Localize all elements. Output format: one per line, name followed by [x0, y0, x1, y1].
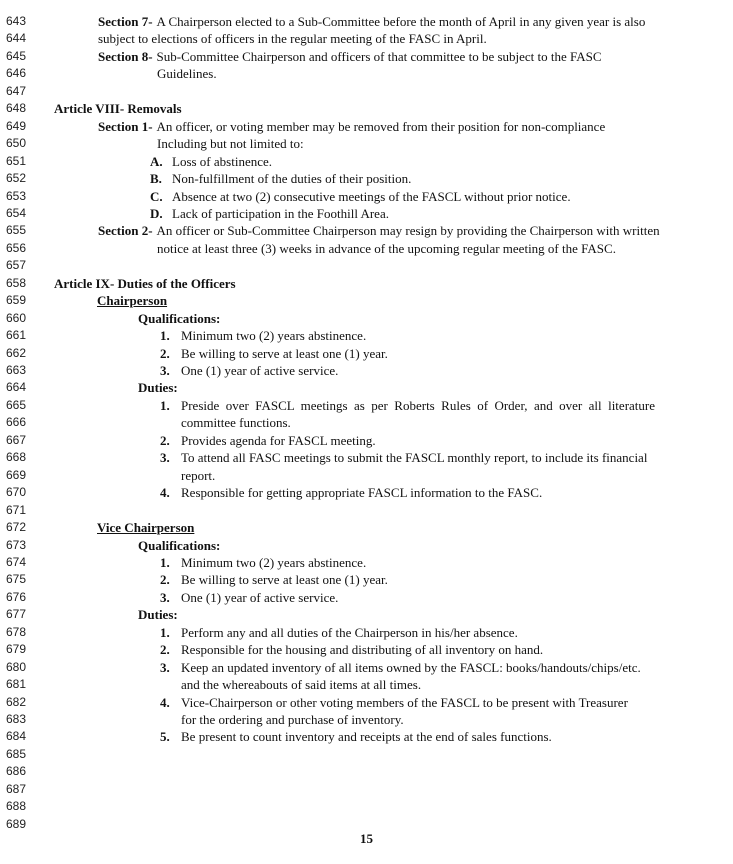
subheading: Qualifications: — [138, 537, 221, 553]
line-number: 658 — [6, 275, 27, 290]
list-item-text: Responsible for getting appropriate FASCL information to the FASC. — [181, 485, 543, 501]
line-number: 677 — [6, 607, 27, 622]
line-number: 664 — [6, 380, 27, 395]
line-number: 666 — [6, 415, 27, 430]
list-item-text: To attend all FASC meetings to submit the FASCL monthly report, to include its financial — [181, 450, 648, 466]
line-number: 660 — [6, 310, 27, 325]
line-number: 649 — [6, 118, 27, 133]
line-number: 652 — [6, 171, 27, 186]
section-label: Section 1- — [98, 118, 153, 134]
line-number: 670 — [6, 485, 27, 500]
list-item-text: Provides agenda for FASCL meeting. — [181, 432, 376, 448]
list-item-text: Preside over FASCL meetings as per Roberts Rules of Order, and over all literature — [181, 397, 655, 413]
line-text: A Chairperson elected to a Sub-Committee before the month of April in any given year is also — [156, 14, 646, 29]
line-number: 687 — [6, 781, 27, 796]
list-marker: 3. — [160, 589, 170, 605]
line-number: 656 — [6, 240, 27, 255]
list-item-text: Vice-Chairperson or other voting members of the FASCL to be present with Treasurer — [181, 694, 628, 710]
list-item-text: Absence at two (2) consecutive meetings of the FASCL without prior notice. — [172, 188, 571, 204]
officer-heading: Vice Chairperson — [97, 520, 195, 536]
list-marker: 3. — [160, 659, 170, 675]
line-number: 654 — [6, 205, 27, 220]
line-number: 676 — [6, 589, 27, 604]
list-item-text: Perform any and all duties of the Chairperson in his/her absence. — [181, 624, 518, 640]
subheading: Duties: — [138, 380, 178, 396]
list-marker: 1. — [160, 624, 170, 640]
line-number: 648 — [6, 101, 27, 116]
line-number: 684 — [6, 729, 27, 744]
list-marker: 2. — [160, 432, 170, 448]
list-marker: 1. — [160, 328, 170, 344]
line-number: 672 — [6, 520, 27, 535]
line-number: 661 — [6, 328, 27, 343]
line-number: 679 — [6, 642, 27, 657]
line-number: 644 — [6, 31, 27, 46]
line-number: 683 — [6, 712, 27, 726]
line-number: 673 — [6, 537, 27, 552]
line-number: 688 — [6, 799, 27, 814]
article-heading: Article IX- Duties of the Officers — [54, 275, 236, 291]
line-text: Sub-Committee Chairperson and officers of that committee to be subject to the FASC — [156, 48, 602, 64]
line-number: 653 — [6, 188, 27, 203]
line-number: 682 — [6, 694, 27, 709]
list-item-text: Lack of participation in the Foothill Area. — [172, 205, 389, 221]
line-text: subject to elections of officers in the regular meeting of the FASC in April. — [98, 31, 487, 47]
line-number: 651 — [6, 153, 27, 168]
line-number: 646 — [6, 66, 27, 81]
subheading: Duties: — [138, 607, 178, 623]
list-item-text: Responsible for the housing and distributing of all inventory on hand. — [181, 642, 544, 658]
page-number: 15 — [360, 831, 373, 846]
list-marker: C. — [150, 188, 163, 204]
list-marker: 1. — [160, 397, 170, 413]
line-number: 680 — [6, 659, 27, 674]
line-number: 667 — [6, 432, 27, 447]
line-text: Guidelines. — [157, 66, 217, 82]
line-text: notice at least three (3) weeks in advance of the upcoming regular meeting of the FASC. — [157, 240, 616, 256]
line-number: 657 — [6, 258, 27, 273]
line-number: 669 — [6, 467, 27, 482]
list-marker: 2. — [160, 345, 170, 361]
list-marker: 5. — [160, 729, 170, 745]
list-marker: 2. — [160, 642, 170, 658]
line-number: 665 — [6, 397, 27, 412]
line-number: 668 — [6, 450, 27, 465]
list-marker: 3. — [160, 450, 170, 466]
list-marker: 4. — [160, 694, 170, 710]
list-item-text: Minimum two (2) years abstinence. — [181, 328, 367, 344]
list-item-text: Be willing to serve at least one (1) year. — [181, 572, 388, 588]
line-number: 686 — [6, 764, 27, 779]
list-item-text: One (1) year of active service. — [181, 363, 339, 378]
line-number: 647 — [6, 83, 27, 98]
line-text: report. — [181, 467, 216, 483]
line-number: 681 — [6, 677, 27, 692]
section-label: Section 2- — [98, 223, 153, 239]
list-item-text: One (1) year of active service. — [181, 589, 339, 605]
list-marker: D. — [150, 205, 163, 221]
line-number: 675 — [6, 572, 27, 587]
line-number: 662 — [6, 345, 27, 360]
list-marker: 3. — [160, 363, 170, 378]
officer-heading: Chairperson — [97, 293, 168, 309]
line-number: 645 — [6, 48, 27, 63]
line-number: 674 — [6, 554, 27, 569]
line-number: 659 — [6, 293, 27, 308]
list-marker: 2. — [160, 572, 170, 588]
line-number: 671 — [6, 502, 27, 517]
line-number: 650 — [6, 136, 27, 151]
line-text: for the ordering and purchase of inventory. — [181, 712, 404, 727]
line-number: 663 — [6, 363, 27, 377]
line-text: Including but not limited to: — [157, 136, 304, 152]
line-number: 685 — [6, 746, 27, 761]
list-item-text: Keep an updated inventory of all items owned by the FASCL: books/handouts/chips/etc. — [181, 659, 641, 675]
line-number: 643 — [6, 14, 27, 28]
section-label: Section 7- — [98, 14, 153, 29]
line-text: and the whereabouts of said items at all times. — [181, 677, 422, 693]
line-text: committee functions. — [181, 415, 291, 431]
list-item-text: Minimum two (2) years abstinence. — [181, 554, 367, 570]
list-item-text: Non-fulfillment of the duties of their position. — [172, 171, 412, 187]
line-text: An officer, or voting member may be removed from their position for non-compliance — [156, 118, 606, 134]
list-marker: 1. — [160, 554, 170, 570]
section-label: Section 8- — [98, 48, 153, 64]
article-heading: Article VIII- Removals — [54, 101, 182, 117]
line-number: 678 — [6, 624, 27, 639]
list-marker: B. — [150, 171, 162, 187]
line-number: 655 — [6, 223, 27, 238]
subheading: Qualifications: — [138, 310, 221, 326]
line-number: 689 — [6, 816, 27, 831]
list-marker: A. — [150, 153, 163, 169]
list-item-text: Be present to count inventory and receipts at the end of sales functions. — [181, 729, 552, 745]
list-marker: 4. — [160, 485, 170, 501]
list-item-text: Be willing to serve at least one (1) year. — [181, 345, 388, 361]
line-text: An officer or Sub-Committee Chairperson may resign by providing the Chairperson with written — [156, 223, 660, 239]
list-item-text: Loss of abstinence. — [172, 153, 273, 169]
